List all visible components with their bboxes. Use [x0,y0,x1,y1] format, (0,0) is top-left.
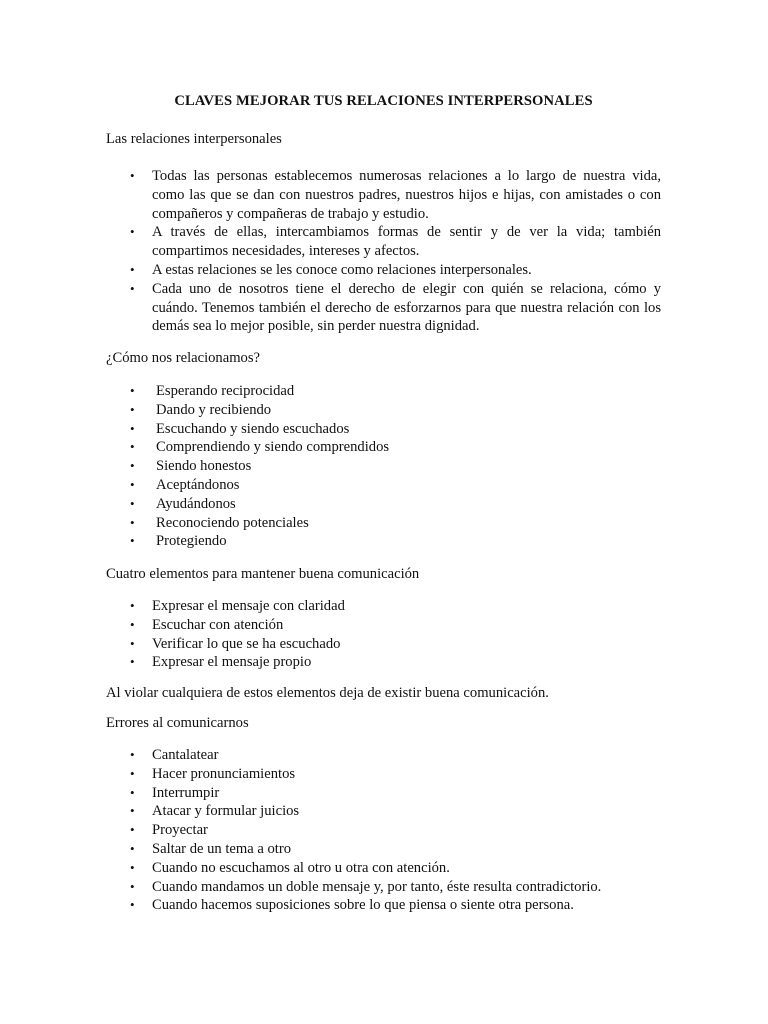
section-heading-relaciones: Las relaciones interpersonales [106,131,282,147]
section-heading-cuatro: Cuatro elementos para mantener buena comunicación [106,566,420,582]
list-item: • Ayudándonos [130,495,236,512]
list-item: • Siendo honestos [130,458,252,475]
list-item: • Proyectar [130,822,208,839]
list-item: • Aceptándonos [130,476,240,493]
bullet-icon: • [130,765,135,781]
bullet-icon: • [130,897,135,913]
bullet-icon: • [130,654,135,670]
page-title: CLAVES MEJORAR TUS RELACIONES INTERPERSONALES [174,93,593,109]
bullet-icon: • [130,439,135,455]
bullet-icon: • [130,261,135,277]
list-item: • Cada uno de nosotros tiene el derecho de elegir con quién se relaciona, cómo y cuándo. Tenemos también el derecho de esforzarnos para que nuestra relación con los demás sea lo mejor posible, sin perder nuestra dignidad. [130,280,661,335]
bullet-icon: • [130,280,135,296]
list-item: • Atacar y formular juicios [130,803,300,820]
bullet-icon: • [130,514,135,530]
list-errores [106,746,666,915]
bullet-icon: • [130,224,135,240]
list-item: • Cuando no escuchamos al otro u otra con atención. [130,859,450,876]
bullet-icon: • [130,859,135,875]
bullet-icon: • [130,401,135,417]
bullet-icon: • [130,495,135,511]
list-relaciones [106,167,661,336]
bullet-icon: • [130,420,135,436]
paragraph-violar: Al violar cualquiera de estos elementos deja de existir buena comunicación. [106,685,549,701]
section-heading-errores: Errores al comunicarnos [106,715,249,731]
list-item: • Reconociendo potenciales [130,514,309,531]
list-item: • A través de ellas, intercambiamos formas de sentir y de ver la vida; también compartimos necesidades, intereses y afectos. [130,224,661,260]
bullet-icon: • [130,598,135,613]
bullet-icon: • [130,747,135,762]
list-item: • Dando y recibiendo [130,401,272,418]
bullet-icon: • [130,168,135,183]
list-item: • Protegiendo [130,533,227,550]
list-item: • Interrumpir [130,784,220,801]
bullet-icon: • [130,822,135,838]
list-item: • Cuando mandamos un doble mensaje y, por tanto, éste resulta contradictorio. [130,878,602,895]
list-item: • Cantalatear [130,747,219,763]
bullet-icon: • [130,616,135,632]
bullet-icon: • [130,383,135,398]
bullet-icon: • [130,635,135,651]
list-item: • Expresar el mensaje propio [130,654,312,671]
bullet-icon: • [130,476,135,492]
list-como [106,382,661,551]
list-item: • Cuando hacemos suposiciones sobre lo que piensa o siente otra persona. [130,897,574,914]
bullet-icon: • [130,458,135,474]
list-item: • Expresar el mensaje con claridad [130,598,345,614]
section-heading-como: ¿Cómo nos relacionamos? [106,350,261,366]
bullet-icon: • [130,533,135,549]
list-item: • Todas las personas establecemos numerosas relaciones a lo largo de nuestra vida, como las que se dan con nuestros padres, nuestros hijos e hijas, con amistades o con compañeros y compañeras de trabajo y estudio. [130,168,661,222]
list-cuatro [106,597,661,672]
bullet-icon: • [130,784,135,800]
list-item: • Escuchar con atención [130,616,284,633]
list-item: • Saltar de un tema a otro [130,840,291,857]
bullet-icon: • [130,840,135,856]
list-item: • Esperando reciprocidad [130,383,295,399]
list-item: • Comprendiendo y siendo comprendidos [130,439,390,456]
list-item: • A estas relaciones se les conoce como relaciones interpersonales. [130,261,532,278]
list-item: • Verificar lo que se ha escuchado [130,635,341,652]
list-item: • Hacer pronunciamientos [130,765,296,782]
bullet-icon: • [130,803,135,819]
bullet-icon: • [130,878,135,894]
list-item: • Escuchando y siendo escuchados [130,420,350,437]
